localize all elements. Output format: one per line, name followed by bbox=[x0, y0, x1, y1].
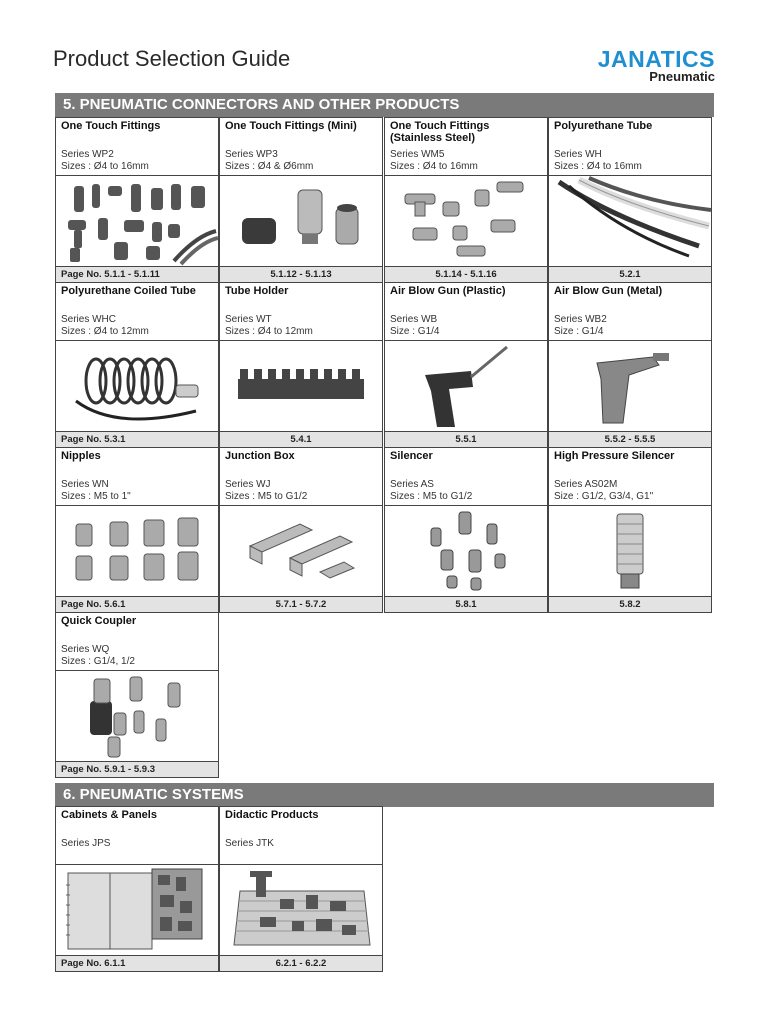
card-header bbox=[56, 283, 218, 341]
card-header bbox=[220, 448, 382, 506]
card-header bbox=[385, 283, 547, 341]
product-spec bbox=[61, 644, 135, 667]
product-title: Cabinets & Panels bbox=[61, 809, 157, 821]
product-title: One Touch Fittings (Stainless Steel) bbox=[390, 120, 490, 144]
product-sizes: Sizes : Ø4 to 16mm bbox=[61, 160, 149, 172]
product-title: Tube Holder bbox=[225, 285, 289, 297]
product-image bbox=[385, 341, 547, 431]
product-image bbox=[220, 506, 382, 596]
product-spec bbox=[554, 479, 653, 502]
product-series: Series AS bbox=[390, 479, 434, 490]
product-card-polyurethane-tube[interactable] bbox=[548, 117, 712, 283]
card-header bbox=[220, 283, 382, 341]
card-header bbox=[549, 448, 711, 506]
product-sizes: Size : G1/2, G3/4, G1" bbox=[554, 490, 654, 502]
product-image bbox=[385, 506, 547, 596]
product-spec bbox=[61, 149, 149, 172]
section-heading-systems: 6. PNEUMATIC SYSTEMS bbox=[55, 783, 714, 807]
product-spec bbox=[390, 149, 478, 172]
card-header bbox=[549, 118, 711, 176]
product-image bbox=[220, 341, 382, 431]
product-title: Didactic Products bbox=[225, 809, 319, 821]
product-title: Junction Box bbox=[225, 450, 295, 462]
product-sizes: Sizes : G1/4, 1/2 bbox=[61, 655, 135, 667]
product-image bbox=[549, 176, 711, 266]
product-sizes: Sizes : Ø4 to 12mm bbox=[61, 325, 149, 337]
card-header bbox=[220, 118, 382, 176]
product-title: Quick Coupler bbox=[61, 615, 137, 627]
product-image bbox=[549, 341, 711, 431]
product-title: Polyurethane Tube bbox=[554, 120, 653, 132]
product-sizes: Sizes : Ø4 & Ø6mm bbox=[225, 160, 314, 172]
product-spec bbox=[390, 314, 439, 337]
card-header bbox=[56, 613, 218, 671]
product-sizes: Sizes : Ø4 to 16mm bbox=[390, 160, 478, 172]
product-sizes: Size : G1/4 bbox=[554, 325, 604, 337]
product-series: Series WP2 bbox=[61, 149, 114, 160]
product-series: Series WM5 bbox=[390, 149, 445, 160]
product-title: Nipples bbox=[61, 450, 101, 462]
logo-wordmark: JANATICS bbox=[597, 46, 715, 72]
product-sizes: Sizes : Ø4 to 12mm bbox=[225, 325, 313, 337]
product-image bbox=[56, 865, 218, 955]
product-series: Series WN bbox=[61, 479, 109, 490]
page-reference: Page No. 5.6.1 bbox=[56, 596, 218, 612]
product-title: One Touch Fittings (Mini) bbox=[225, 120, 357, 132]
page-reference: 5.2.1 bbox=[549, 266, 711, 282]
card-header bbox=[385, 118, 547, 176]
product-card-nipples[interactable] bbox=[55, 447, 219, 613]
product-title: One Touch Fittings bbox=[61, 120, 161, 132]
product-spec bbox=[390, 479, 472, 502]
product-series: Series AS02M bbox=[554, 479, 618, 490]
product-sizes: Size : G1/4 bbox=[390, 325, 440, 337]
product-spec bbox=[225, 314, 313, 337]
product-card-one-touch-fittings[interactable] bbox=[55, 117, 219, 283]
product-card-silencer[interactable] bbox=[384, 447, 548, 613]
product-spec bbox=[225, 838, 274, 850]
product-card-junction-box[interactable] bbox=[219, 447, 383, 613]
card-header bbox=[56, 448, 218, 506]
product-spec bbox=[225, 479, 307, 502]
page-reference: 5.1.12 - 5.1.13 bbox=[220, 266, 382, 282]
product-spec bbox=[225, 149, 313, 172]
page-reference: Page No. 5.9.1 - 5.9.3 bbox=[56, 761, 218, 777]
product-title: Air Blow Gun (Plastic) bbox=[390, 285, 506, 297]
product-image bbox=[220, 176, 382, 266]
page-reference: Page No. 5.1.1 - 5.1.11 bbox=[56, 266, 218, 282]
logo-subtitle: Pneumatic bbox=[649, 69, 715, 84]
page-reference: Page No. 6.1.1 bbox=[56, 955, 218, 971]
product-card-quick-coupler[interactable] bbox=[55, 612, 219, 778]
product-title: Air Blow Gun (Metal) bbox=[554, 285, 663, 297]
product-card-one-touch-fittings-stainless[interactable] bbox=[384, 117, 548, 283]
product-spec bbox=[61, 314, 149, 337]
product-series: Series JTK bbox=[225, 838, 274, 849]
product-card-polyurethane-coiled-tube[interactable] bbox=[55, 282, 219, 448]
product-series: Series WB2 bbox=[554, 314, 607, 325]
product-card-air-blow-gun-metal[interactable] bbox=[548, 282, 712, 448]
page-title: Product Selection Guide bbox=[53, 46, 291, 71]
card-header bbox=[220, 807, 382, 865]
product-series: Series WHC bbox=[61, 314, 117, 325]
page-reference: 5.5.2 - 5.5.5 bbox=[549, 431, 711, 447]
product-spec bbox=[554, 314, 607, 337]
card-header bbox=[549, 283, 711, 341]
page-reference: 6.2.1 - 6.2.2 bbox=[220, 955, 382, 971]
product-spec bbox=[61, 479, 131, 502]
page-reference: 5.7.1 - 5.7.2 bbox=[220, 596, 382, 612]
product-series: Series WP3 bbox=[225, 149, 278, 160]
page-reference: 5.4.1 bbox=[220, 431, 382, 447]
page-reference: 5.1.14 - 5.1.16 bbox=[385, 266, 547, 282]
page-reference: 5.8.2 bbox=[549, 596, 711, 612]
page-reference: 5.5.1 bbox=[385, 431, 547, 447]
product-series: Series WJ bbox=[225, 479, 271, 490]
product-card-tube-holder[interactable] bbox=[219, 282, 383, 448]
product-sizes: Sizes : M5 to 1" bbox=[61, 490, 131, 502]
product-spec bbox=[61, 838, 110, 850]
product-series: Series JPS bbox=[61, 838, 111, 849]
card-header bbox=[385, 448, 547, 506]
product-image bbox=[220, 865, 382, 955]
product-title: Polyurethane Coiled Tube bbox=[61, 285, 196, 297]
page-reference: 5.8.1 bbox=[385, 596, 547, 612]
product-sizes: Sizes : Ø4 to 16mm bbox=[554, 160, 642, 172]
product-image bbox=[56, 341, 218, 431]
product-series: Series WH bbox=[554, 149, 602, 160]
card-header bbox=[56, 807, 218, 865]
product-card-cabinets-panels[interactable] bbox=[55, 806, 219, 972]
product-series: Series WT bbox=[225, 314, 272, 325]
product-card-air-blow-gun-plastic[interactable] bbox=[384, 282, 548, 448]
product-sizes: Sizes : M5 to G1/2 bbox=[390, 490, 473, 502]
product-sizes: Sizes : M5 to G1/2 bbox=[225, 490, 308, 502]
product-series: Series WQ bbox=[61, 644, 110, 655]
brand-logo bbox=[555, 48, 715, 84]
product-title: Silencer bbox=[390, 450, 433, 462]
product-title: High Pressure Silencer bbox=[554, 450, 675, 462]
product-series: Series WB bbox=[390, 314, 438, 325]
product-image bbox=[56, 671, 218, 761]
product-image bbox=[549, 506, 711, 596]
section-heading-connectors: 5. PNEUMATIC CONNECTORS AND OTHER PRODUCTS bbox=[55, 93, 714, 117]
page-reference: Page No. 5.3.1 bbox=[56, 431, 218, 447]
product-image bbox=[56, 506, 218, 596]
product-card-one-touch-fittings-mini[interactable] bbox=[219, 117, 383, 283]
product-spec bbox=[554, 149, 642, 172]
card-header bbox=[56, 118, 218, 176]
product-card-didactic-products[interactable] bbox=[219, 806, 383, 972]
product-card-high-pressure-silencer[interactable] bbox=[548, 447, 712, 613]
product-image bbox=[56, 176, 218, 266]
product-image bbox=[385, 176, 547, 266]
